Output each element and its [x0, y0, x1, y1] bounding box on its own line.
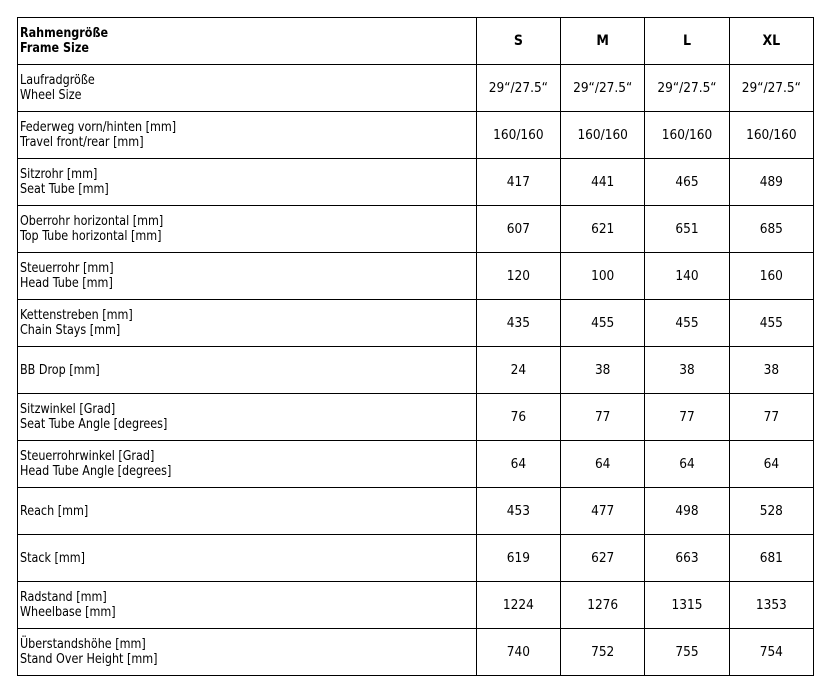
table-row — [18, 441, 814, 488]
value-cell-l: 498 — [645, 488, 729, 535]
value-cell-l: 140 — [645, 253, 729, 300]
row-label-en: Seat Tube [mm] — [20, 181, 109, 197]
value-cell-m: 441 — [561, 159, 645, 206]
value-cell-m: 160/160 — [561, 112, 645, 159]
row-label-cell — [18, 347, 477, 394]
value-cell-xl: 489 — [729, 159, 813, 206]
table-row — [18, 159, 814, 206]
value-cell-s: 607 — [476, 206, 560, 253]
row-label-de: Laufradgröße — [20, 72, 95, 88]
value-cell-m: 64 — [561, 441, 645, 488]
row-label-en: Stand Over Height [mm] — [20, 651, 158, 667]
value-cell-m: 455 — [561, 300, 645, 347]
value-cell-s: 160/160 — [476, 112, 560, 159]
row-label-en: Head Tube Angle [degrees] — [20, 463, 172, 479]
size-header-m: M — [561, 18, 645, 65]
value-cell-xl: 681 — [729, 535, 813, 582]
row-label-de: BB Drop [mm] — [20, 361, 100, 378]
value-cell-s: 76 — [476, 394, 560, 441]
value-cell-s: 64 — [476, 441, 560, 488]
row-label-de: Steuerrohrwinkel [Grad] — [20, 448, 155, 464]
value-cell-m: 100 — [561, 253, 645, 300]
value-cell-l: 29“/27.5“ — [645, 65, 729, 112]
value-cell-s: 1224 — [476, 582, 560, 629]
frame-size-label-en: Frame Size — [20, 40, 89, 56]
row-label-cell — [18, 394, 477, 441]
value-cell-s: 740 — [476, 629, 560, 676]
row-label-de: Kettenstreben [mm] — [20, 307, 133, 323]
row-label-de: Stack [mm] — [20, 549, 85, 566]
row-label-en: Wheelbase [mm] — [20, 604, 116, 620]
value-cell-xl: 685 — [729, 206, 813, 253]
value-cell-xl: 64 — [729, 441, 813, 488]
row-label-cell — [18, 159, 477, 206]
value-cell-l: 755 — [645, 629, 729, 676]
value-cell-l: 663 — [645, 535, 729, 582]
value-cell-xl: 528 — [729, 488, 813, 535]
table-row — [18, 582, 814, 629]
size-header-l: L — [645, 18, 729, 65]
value-cell-m: 621 — [561, 206, 645, 253]
value-cell-xl: 29“/27.5“ — [729, 65, 813, 112]
row-label-en: Top Tube horizontal [mm] — [20, 228, 162, 244]
table-row — [18, 535, 814, 582]
value-cell-m: 29“/27.5“ — [561, 65, 645, 112]
value-cell-m: 752 — [561, 629, 645, 676]
row-label-en: Travel front/rear [mm] — [20, 134, 144, 150]
value-cell-s: 29“/27.5“ — [476, 65, 560, 112]
row-label-cell — [18, 300, 477, 347]
table-row — [18, 629, 814, 676]
row-label-en: Head Tube [mm] — [20, 275, 113, 291]
row-label-cell — [18, 441, 477, 488]
size-header-xl: XL — [729, 18, 813, 65]
value-cell-s: 24 — [476, 347, 560, 394]
row-label-de: Federweg vorn/hinten [mm] — [20, 119, 177, 135]
value-cell-l: 465 — [645, 159, 729, 206]
table-row — [18, 394, 814, 441]
value-cell-l: 160/160 — [645, 112, 729, 159]
row-label-de: Überstandshöhe [mm] — [20, 636, 146, 652]
row-label-de: Radstand [mm] — [20, 589, 107, 605]
row-label-cell — [18, 629, 477, 676]
row-label-cell — [18, 582, 477, 629]
header-row — [18, 18, 814, 65]
size-header-s: S — [476, 18, 560, 65]
table-row — [18, 253, 814, 300]
value-cell-s: 417 — [476, 159, 560, 206]
row-label-de: Sitzwinkel [Grad] — [20, 401, 116, 417]
value-cell-s: 619 — [476, 535, 560, 582]
value-cell-l: 455 — [645, 300, 729, 347]
value-cell-s: 435 — [476, 300, 560, 347]
value-cell-l: 77 — [645, 394, 729, 441]
table-row — [18, 65, 814, 112]
value-cell-m: 77 — [561, 394, 645, 441]
value-cell-l: 651 — [645, 206, 729, 253]
geometry-table-body — [18, 18, 814, 676]
geometry-table — [17, 17, 814, 676]
value-cell-m: 38 — [561, 347, 645, 394]
value-cell-l: 64 — [645, 441, 729, 488]
table-row — [18, 300, 814, 347]
value-cell-m: 477 — [561, 488, 645, 535]
row-label-de: Reach [mm] — [20, 502, 89, 519]
row-label-cell — [18, 206, 477, 253]
value-cell-xl: 1353 — [729, 582, 813, 629]
row-label-de: Oberrohr horizontal [mm] — [20, 213, 164, 229]
table-row — [18, 112, 814, 159]
row-label-cell — [18, 253, 477, 300]
value-cell-l: 38 — [645, 347, 729, 394]
value-cell-xl: 754 — [729, 629, 813, 676]
table-row — [18, 347, 814, 394]
value-cell-s: 453 — [476, 488, 560, 535]
row-label-en: Seat Tube Angle [degrees] — [20, 416, 168, 432]
value-cell-m: 627 — [561, 535, 645, 582]
frame-size-label-de: Rahmengröße — [20, 25, 109, 41]
value-cell-m: 1276 — [561, 582, 645, 629]
row-label-en: Chain Stays [mm] — [20, 322, 121, 338]
value-cell-xl: 38 — [729, 347, 813, 394]
row-label-cell — [18, 535, 477, 582]
value-cell-xl: 160 — [729, 253, 813, 300]
value-cell-s: 120 — [476, 253, 560, 300]
row-label-cell — [18, 65, 477, 112]
table-row — [18, 488, 814, 535]
value-cell-xl: 77 — [729, 394, 813, 441]
row-label-cell — [18, 488, 477, 535]
row-label-en: Wheel Size — [20, 87, 82, 103]
row-label-cell — [18, 112, 477, 159]
row-label-de: Sitzrohr [mm] — [20, 166, 98, 182]
value-cell-xl: 160/160 — [729, 112, 813, 159]
value-cell-l: 1315 — [645, 582, 729, 629]
row-label-de: Steuerrohr [mm] — [20, 260, 114, 276]
value-cell-xl: 455 — [729, 300, 813, 347]
frame-size-label-cell — [18, 18, 477, 65]
table-row — [18, 206, 814, 253]
